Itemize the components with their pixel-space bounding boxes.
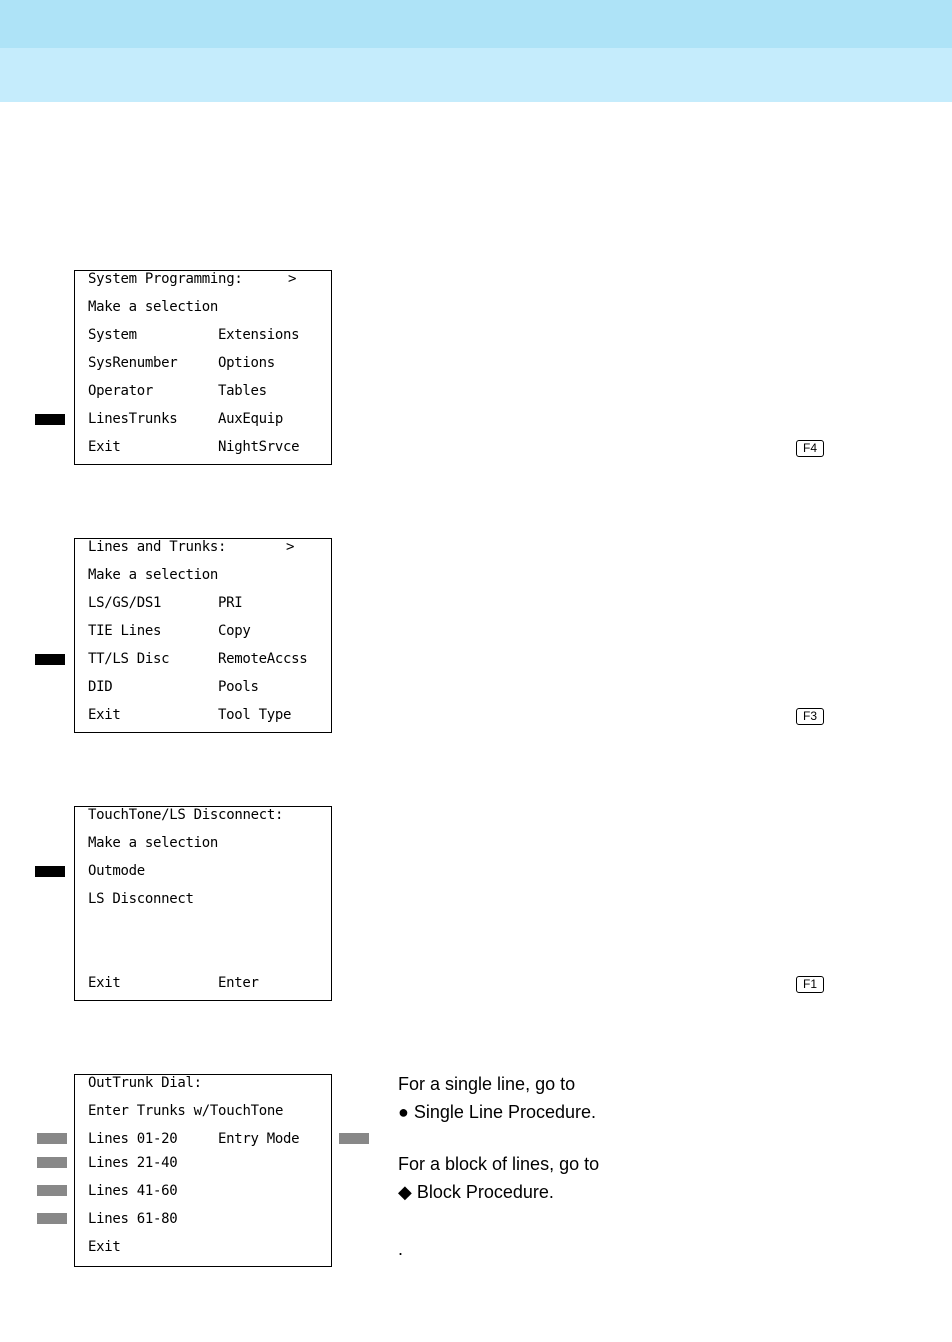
single-line-procedure-label[interactable]: Single Line Procedure. — [413, 1102, 597, 1122]
trailing-period: . — [398, 1239, 404, 1259]
screen-subtitle: Make a selection — [88, 299, 219, 315]
option-marker-lines-01-20[interactable] — [37, 1133, 67, 1144]
screen-title: Lines and Trunks: — [88, 539, 227, 555]
option-exit[interactable]: Exit — [88, 439, 121, 455]
block-link[interactable] — [398, 1181, 554, 1203]
function-key-f1[interactable]: F1 — [796, 976, 824, 993]
option-entry-mode[interactable]: Entry Mode — [218, 1131, 300, 1147]
single-line-link[interactable] — [398, 1101, 596, 1123]
option-remoteaccss[interactable]: RemoteAccss — [218, 651, 308, 667]
option-did[interactable]: DID — [88, 679, 113, 695]
option-outmode[interactable]: Outmode — [88, 863, 145, 879]
option-exit[interactable]: Exit — [88, 975, 121, 991]
selection-marker-tt-ls-disc[interactable] — [35, 654, 65, 665]
header-band-second — [0, 48, 952, 102]
option-tt-ls-disc[interactable]: TT/LS Disc — [88, 651, 170, 667]
option-enter[interactable]: Enter — [218, 975, 259, 991]
option-marker-lines-21-40[interactable] — [37, 1157, 67, 1168]
option-ls-gs-ds1[interactable]: LS/GS/DS1 — [88, 595, 162, 611]
option-auxequip[interactable]: AuxEquip — [218, 411, 284, 427]
next-page-arrow[interactable]: > — [286, 539, 295, 555]
function-key-f4[interactable]: F4 — [796, 440, 824, 457]
selection-marker-linestrunks[interactable] — [35, 414, 65, 425]
screen-title: OutTrunk Dial: — [88, 1075, 202, 1091]
option-marker-lines-61-80[interactable] — [37, 1213, 67, 1224]
option-exit[interactable]: Exit — [88, 1239, 121, 1255]
block-intro: For a block of lines, go to — [398, 1154, 600, 1174]
option-marker-lines-41-60[interactable] — [37, 1185, 67, 1196]
header-band-top — [0, 0, 952, 48]
option-lines-21-40[interactable]: Lines 21-40 — [88, 1155, 178, 1171]
screen-title: TouchTone/LS Disconnect: — [88, 807, 284, 823]
option-copy[interactable]: Copy — [218, 623, 251, 639]
option-system[interactable]: System — [88, 327, 137, 343]
single-line-intro: For a single line, go to — [398, 1074, 576, 1094]
option-options[interactable]: Options — [218, 355, 275, 371]
option-exit[interactable]: Exit — [88, 707, 121, 723]
display-lines-and-trunks — [74, 538, 332, 733]
screen-subtitle: Make a selection — [88, 567, 219, 583]
option-linestrunks[interactable]: LinesTrunks — [88, 411, 178, 427]
block-procedure-label[interactable]: Block Procedure. — [416, 1182, 554, 1202]
selection-marker-outmode[interactable] — [35, 866, 65, 877]
bullet-diamond-icon: ◆ — [398, 1182, 412, 1202]
option-tool-type[interactable]: Tool Type — [218, 707, 292, 723]
option-operator[interactable]: Operator — [88, 383, 154, 399]
screen-title: System Programming: — [88, 271, 243, 287]
option-lines-61-80[interactable]: Lines 61-80 — [88, 1211, 178, 1227]
display-outtrunk-dial — [74, 1074, 332, 1267]
screen-subtitle: Enter Trunks w/TouchTone — [88, 1103, 284, 1119]
function-key-f3[interactable]: F3 — [796, 708, 824, 725]
screen-subtitle: Make a selection — [88, 835, 219, 851]
option-sysrenumber[interactable]: SysRenumber — [88, 355, 178, 371]
option-extensions[interactable]: Extensions — [218, 327, 300, 343]
option-nightsrvce[interactable]: NightSrvce — [218, 439, 300, 455]
option-pri[interactable]: PRI — [218, 595, 243, 611]
bullet-circle-icon: ● — [398, 1102, 409, 1122]
option-lines-41-60[interactable]: Lines 41-60 — [88, 1183, 178, 1199]
option-marker-entry-mode[interactable] — [339, 1133, 369, 1144]
option-lines-01-20[interactable]: Lines 01-20 — [88, 1131, 178, 1147]
option-ls-disconnect[interactable]: LS Disconnect — [88, 891, 194, 907]
option-tie-lines[interactable]: TIE Lines — [88, 623, 162, 639]
display-touchtone-ls-disconnect — [74, 806, 332, 1001]
option-tables[interactable]: Tables — [218, 383, 267, 399]
next-page-arrow[interactable]: > — [288, 271, 297, 287]
option-pools[interactable]: Pools — [218, 679, 259, 695]
display-system-programming — [74, 270, 332, 465]
